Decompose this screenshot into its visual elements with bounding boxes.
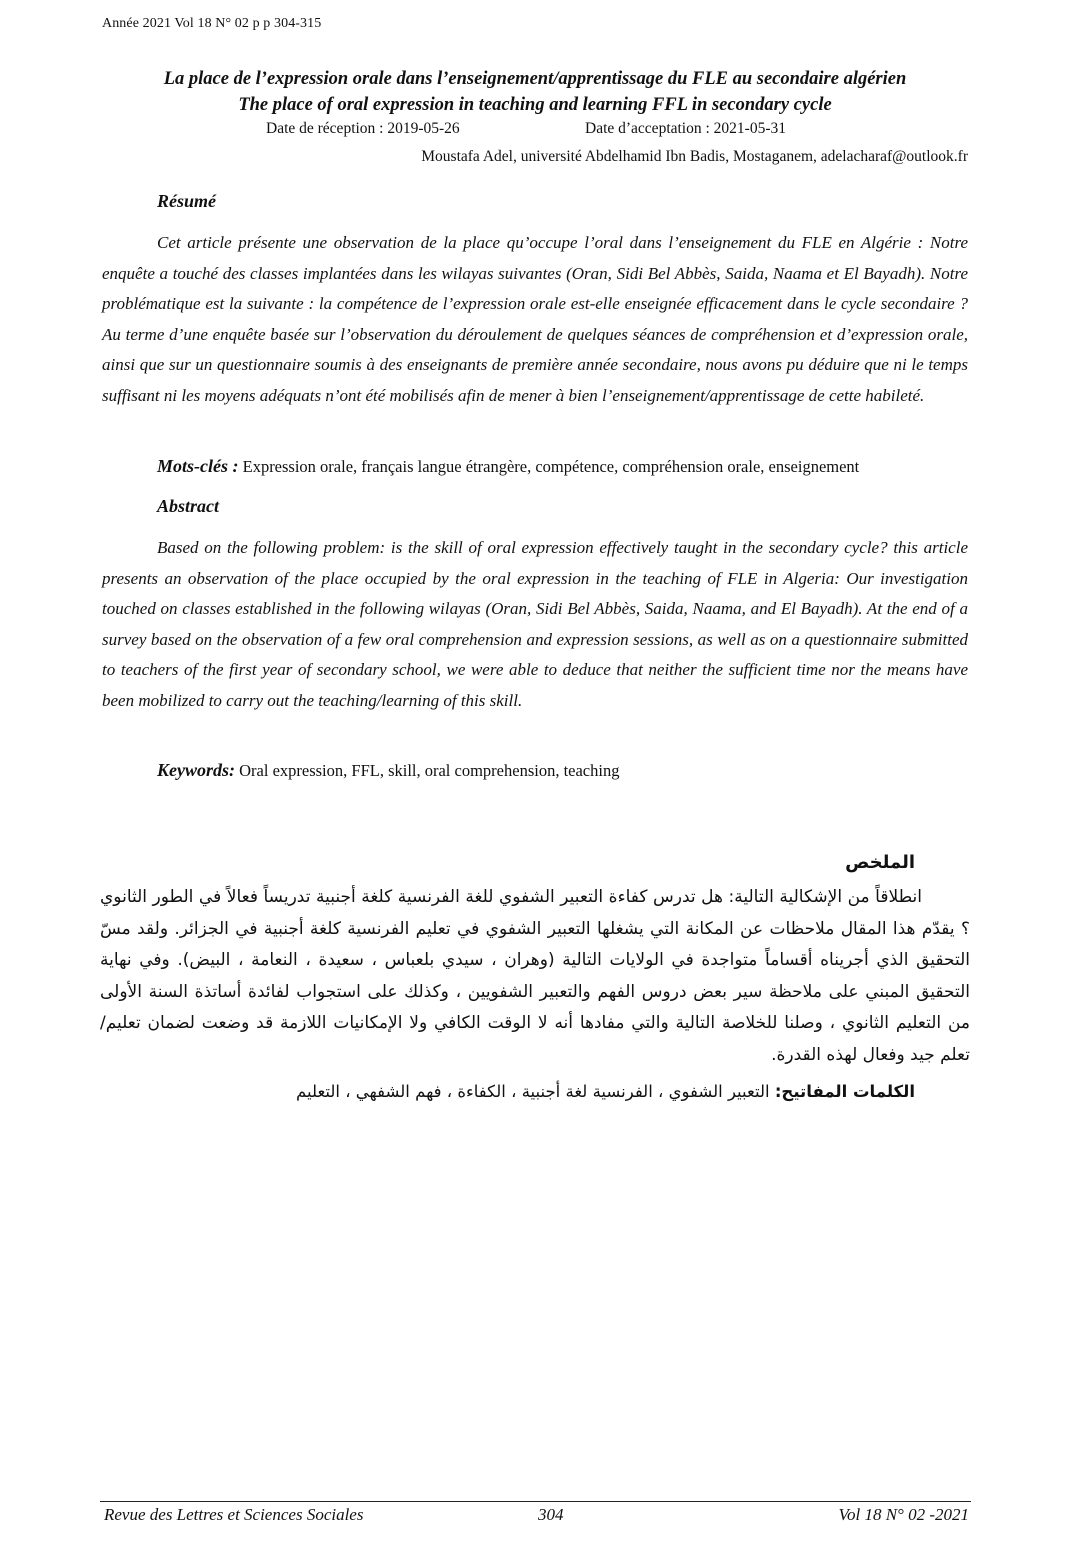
resume-keywords-list: Expression orale, français langue étrangère, compétence, compréhension orale, enseignement	[238, 457, 860, 476]
acceptance-date: Date d’acceptation : 2021-05-31	[585, 120, 786, 137]
resume-heading: Résumé	[157, 191, 217, 211]
resume-keywords-label: Mots-clés :	[157, 456, 239, 476]
author-affiliation: Moustafa Adel, université Abdelhamid Ibn Badis, Mostaganem, adelacharaf@outlook.fr	[421, 148, 968, 165]
arabic-keywords-label: الكلمات المفاتيح:	[774, 1082, 915, 1101]
running-head: Année 2021 Vol 18 N° 02 p p 304-315	[102, 16, 322, 31]
title-english: The place of oral expression in teaching and learning FFL in secondary cycle	[238, 95, 832, 115]
journal-name: Revue des Lettres et Sciences Sociales	[104, 1505, 364, 1524]
arabic-keywords-list: التعبير الشفوي ، الفرنسية لغة أجنبية ، الكفاءة ، فهم الشفهي ، التعليم	[296, 1082, 775, 1101]
arabic-abstract-text: انطلاقاً من الإشكالية التالية: هل تدرس كفاءة التعبير الشفوي للغة الفرنسية كلغة أجنبية تدريساً فعالاً في الطور الثانوي ؟ يقدّم هذا المقال ملاحظات عن المكانة التي يشغلها التعبير الشفوي في تعليم الفرنسية كلغة أجنبية في الجزائر. ولقد مسّ التحقيق الذي أجريناه أقساماً متواجدة في الولايات التالية (وهران ، سيدي بلعباس ، سعيدة ، النعامة ، البيض). وفي نهاية التحقيق المبني على ملاحظة سير بعض دروس الفهم والتعبير الشفويين ، وكذلك على استجواب لفائدة أساتذة السنة الأولى من التعليم الثانوي ، وصلنا للخلاصة التالية والتي مفادها أنه لا الوقت الكافي ولا الإمكانيات اللازمة قد وضعت لضمان تعليم/تعلم جيد وفعال لهذه القدرة.	[100, 887, 970, 1065]
abstract-text: Based on the following problem: is the skill of oral expression effectively taught in the secondary cycle? this article presents an observation of the place occupied by the oral expression in the teaching of FLE in Algeria: Our investigation touched on classes established in the following wilayas (Oran, Sidi Bel Abbès, Saida, Naama, and El Bayadh). At the end of a survey based on the observation of a few oral comprehension and expression sessions, as well as on a questionnaire submitted to teachers of the first year of secondary school, we were able to deduce that neither the sufficient time nor the means have been mobilized to carry out the teaching/learning of this skill.	[102, 538, 968, 710]
title-french: La place de l’expression orale dans l’enseignement/apprentissage du FLE au secondaire algérien	[163, 69, 907, 89]
abstract-keywords-label: Keywords:	[157, 760, 235, 780]
resume-keywords	[157, 456, 859, 477]
arabic-keywords	[296, 1082, 915, 1101]
footer-divider	[100, 1501, 971, 1502]
title-block	[100, 66, 970, 118]
arabic-heading: الملخص	[845, 852, 915, 873]
abstract-heading: Abstract	[157, 496, 220, 516]
issue-info: Vol 18 N° 02 -2021	[838, 1505, 969, 1524]
abstract-keywords	[157, 760, 619, 781]
reception-date: Date de réception : 2019-05-26	[266, 120, 460, 137]
resume-text: Cet article présente une observation de la place qu’occupe l’oral dans l’enseignement du FLE en Algérie : Notre enquête a touché des classes implantées dans les wilayas suivantes (Oran, Sidi Bel Abbès, Saida, Naama et El Bayadh). Notre problématique est la suivante : la compétence de l’expression orale est-elle enseignée efficacement dans le cycle secondaire ? Au terme d’une enquête basée sur l’observation du déroulement de quelques séances de compréhension et d’expression orale, ainsi que sur un questionnaire soumis à des enseignants de première année secondaire, nous avons pu déduire que ni le temps suffisant ni les moyens adéquats n’ont été mobilisés afin de mener à bien l’enseignement/apprentissage de cette habileté.	[102, 233, 968, 405]
page-footer	[100, 1505, 971, 1529]
abstract-keywords-list: Oral expression, FFL, skill, oral comprehension, teaching	[235, 761, 620, 780]
page-number: 304	[538, 1505, 564, 1524]
